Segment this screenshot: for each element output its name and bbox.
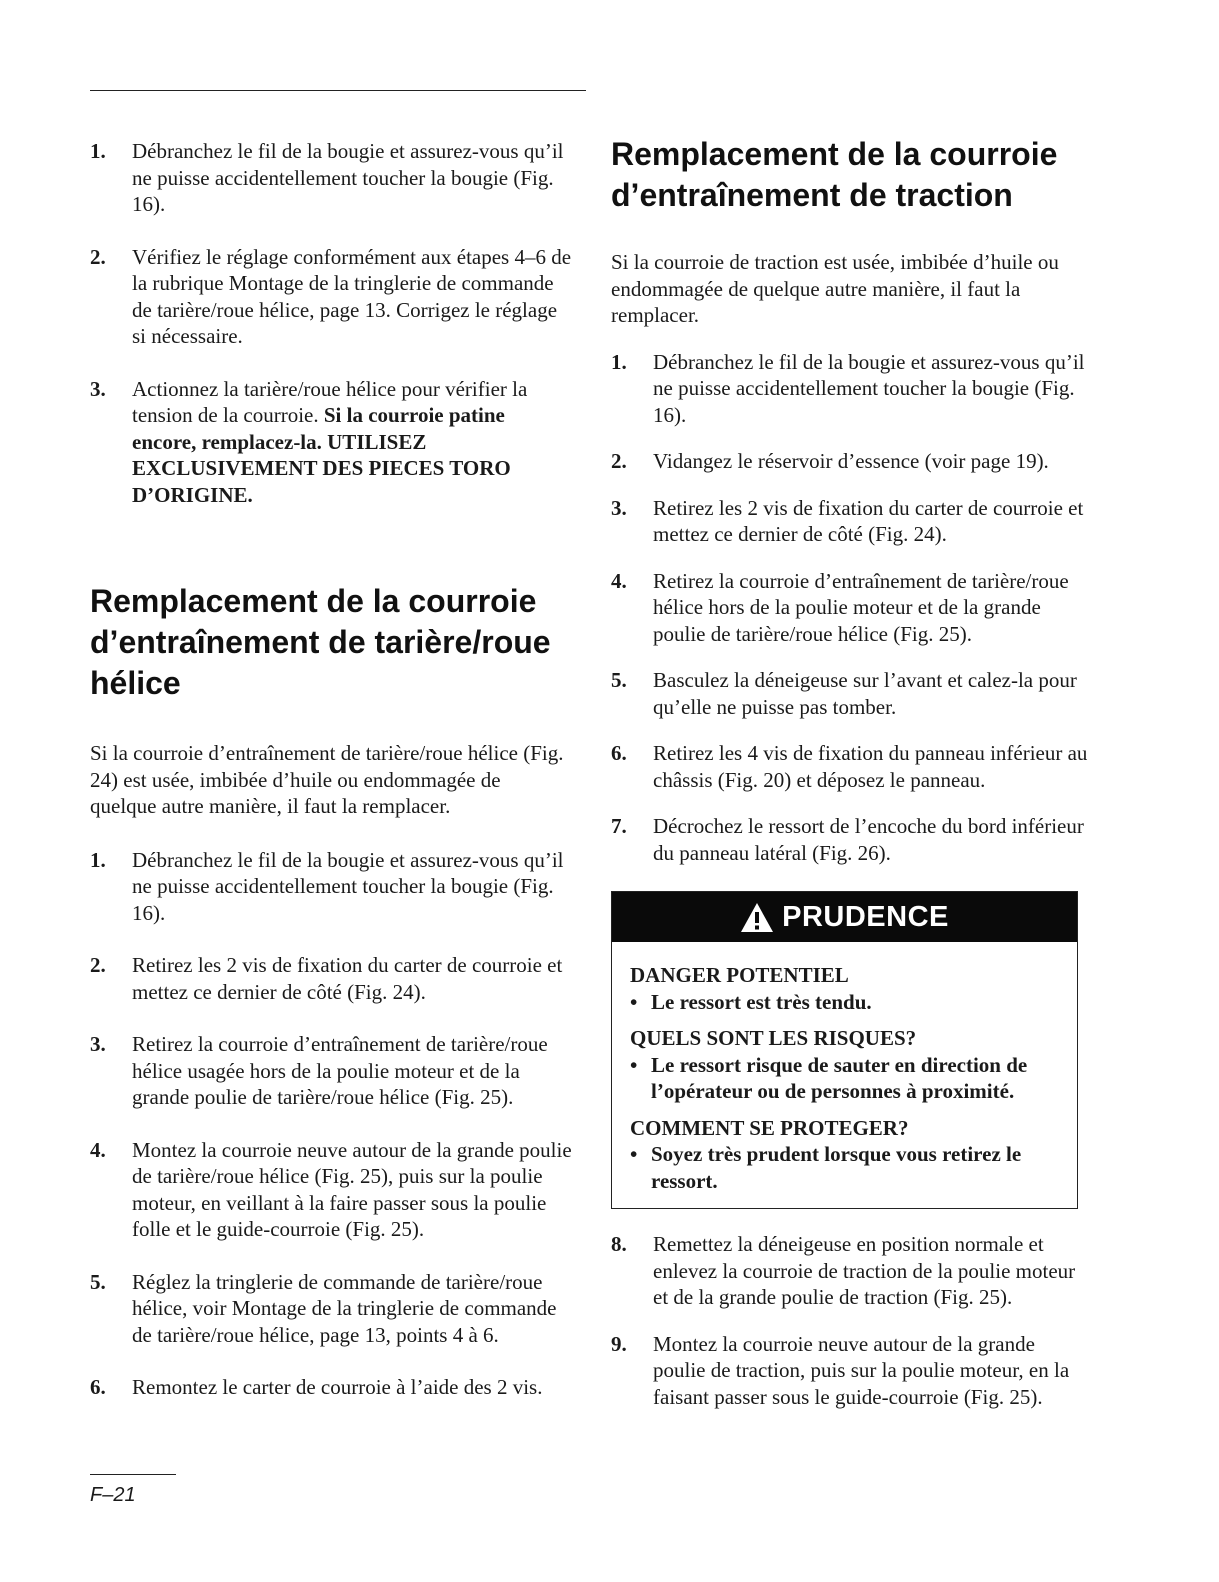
section-intro: Si la courroie de traction est usée, imbibée d’huile ou endommagée de quelque autre manière, il faut la remplacer. xyxy=(611,250,1059,327)
step-number: 3. xyxy=(90,1032,106,1056)
caution-bullet-text: Le ressort risque de sauter en direction de l’opérateur ou de personnes à proximité. xyxy=(651,1052,1028,1103)
step-number: 6. xyxy=(90,1375,106,1399)
caution-bullet-text: Le ressort est très tendu. xyxy=(651,989,872,1014)
step-number: 9. xyxy=(611,1331,627,1356)
step-text: Retirez les 2 vis de fixation du carter de courroie et mettez ce dernier de côté (Fig. 24). xyxy=(132,953,563,1004)
list-item xyxy=(611,568,1089,648)
step-text: Vidangez le réservoir d’essence (voir page 19). xyxy=(653,449,1049,473)
step-number: 2. xyxy=(90,953,106,977)
steps-list xyxy=(90,847,572,1401)
step-text xyxy=(132,376,572,509)
step-text-bold: Si la courroie patine encore, remplacez-la. UTILISEZ EXCLUSIVEMENT DES PIECES TORO D’ORIGINE. xyxy=(132,403,511,507)
step-text: Basculez la déneigeuse sur l’avant et calez-la pour qu’elle ne puisse pas tomber. xyxy=(653,668,1077,719)
list-item xyxy=(611,813,1089,866)
section-title: Remplacement de la courroie d’entraînement de traction xyxy=(611,136,1058,213)
caution-title: PRUDENCE xyxy=(782,900,949,933)
step-text: Retirez les 4 vis de fixation du panneau inférieur au châssis (Fig. 20) et déposez le panneau. xyxy=(653,741,1088,792)
step-text: Débranchez le fil de la bougie et assurez-vous qu’il ne puisse accidentellement toucher la bougie (Fig. 16). xyxy=(132,139,564,216)
intro-steps-list xyxy=(90,138,572,508)
step-number: 1. xyxy=(90,847,106,872)
caution-bullet xyxy=(630,1052,1059,1105)
step-number: 2. xyxy=(90,244,106,269)
steps-list-continued xyxy=(611,1231,1089,1410)
step-text: Réglez la tringlerie de commande de tarière/roue hélice, voir Montage de la tringlerie de commande de tarière/roue hélice, page 13, points 4 à 6. xyxy=(132,1269,557,1347)
step-text: Débranchez le fil de la bougie et assurez-vous qu’il ne puisse accidentellement toucher la bougie (Fig. 16). xyxy=(132,847,564,925)
caution-body xyxy=(612,942,1077,1208)
caution-heading: QUELS SONT LES RISQUES? xyxy=(630,1026,917,1050)
list-item xyxy=(611,1331,1089,1411)
caution-bullet xyxy=(630,1141,1059,1194)
step-text: Décrochez le ressort de l’encoche du bord inférieur du panneau latéral (Fig. 26). xyxy=(653,814,1084,865)
right-column xyxy=(611,138,1089,1410)
step-text: Retirez la courroie d’entraînement de tarière/roue hélice usagée hors de la poulie moteur et de la grande poulie de tarière/roue hélice (Fig. 25). xyxy=(132,1032,548,1109)
step-text-regular: Actionnez la tarière/roue hélice pour vérifier la tension de la courroie. xyxy=(132,376,528,427)
list-item xyxy=(90,847,572,927)
step-number: 1. xyxy=(611,349,627,374)
step-text: Remettez la déneigeuse en position normale et enlevez la courroie de traction de la poulie moteur et de la grande poulie de traction (Fig. 25). xyxy=(653,1232,1076,1309)
step-number: 5. xyxy=(90,1269,106,1294)
step-number: 1. xyxy=(90,139,106,163)
step-text: Vérifiez le réglage conformément aux étapes 4–6 de la rubrique Montage de la tringlerie de commande de tarière/roue hélice, page 13. Corrigez le réglage si nécessaire. xyxy=(132,244,572,348)
caution-bullet-text: Soyez très prudent lorsque vous retirez le ressort. xyxy=(651,1142,1022,1193)
list-item xyxy=(611,740,1089,793)
list-item xyxy=(611,448,1089,475)
page-number: F–21 xyxy=(90,1484,136,1506)
step-number: 4. xyxy=(611,568,627,593)
bullet-icon: • xyxy=(630,1142,638,1166)
list-item xyxy=(90,138,572,218)
list-item xyxy=(90,376,572,509)
step-text: Montez la courroie neuve autour de la grande poulie de traction, puis sur la poulie moteur, en la faisant passer sous le guide-courroie (Fig. 25). xyxy=(653,1331,1070,1409)
caution-heading: DANGER POTENTIEL xyxy=(630,963,849,987)
step-text: Montez la courroie neuve autour de la grande poulie de tarière/roue hélice (Fig. 25), puis sur la poulie moteur, en veillant à la faire passer sous la poulie folle et le guide-courroie (Fig. 25). xyxy=(132,1137,572,1241)
section-title: Remplacement de la courroie d’entraînement de tarière/roue hélice xyxy=(90,583,551,701)
list-item xyxy=(90,1137,572,1243)
list-item xyxy=(611,667,1089,720)
list-item xyxy=(90,244,572,350)
caution-header xyxy=(612,892,1077,942)
caution-bullet xyxy=(630,989,1059,1016)
list-item xyxy=(90,1374,572,1401)
list-item xyxy=(611,495,1089,548)
list-item xyxy=(611,349,1089,429)
list-item xyxy=(90,952,572,1005)
step-number: 3. xyxy=(611,495,627,520)
step-number: 8. xyxy=(611,1232,627,1256)
bullet-icon: • xyxy=(630,989,638,1014)
list-item xyxy=(90,1031,572,1111)
caution-heading: COMMENT SE PROTEGER? xyxy=(630,1115,909,1140)
step-text: Retirez la courroie d’entraînement de tarière/roue hélice hors de la poulie moteur et de la grande poulie de tarière/roue hélice (Fig. 25). xyxy=(653,568,1069,646)
step-text: Retirez les 2 vis de fixation du carter de courroie et mettez ce dernier de côté (Fig. 24). xyxy=(653,495,1084,546)
step-number: 4. xyxy=(90,1137,106,1162)
warning-triangle-icon xyxy=(740,902,774,933)
step-number: 6. xyxy=(611,741,627,765)
steps-list xyxy=(611,349,1089,867)
left-column xyxy=(90,138,572,1401)
step-number: 5. xyxy=(611,668,627,692)
step-number: 3. xyxy=(90,376,106,401)
section-intro: Si la courroie d’entraînement de tarière/roue hélice (Fig. 24) est usée, imbibée d’huile ou endommagée de quelque autre manière, il faut la remplacer. xyxy=(90,741,564,818)
list-item xyxy=(611,1231,1089,1311)
step-number: 7. xyxy=(611,814,627,838)
list-item xyxy=(90,1269,572,1349)
footer-rule xyxy=(90,1474,176,1475)
bullet-icon: • xyxy=(630,1052,638,1077)
top-rule xyxy=(90,90,586,91)
step-text: Débranchez le fil de la bougie et assurez-vous qu’il ne puisse accidentellement toucher la bougie (Fig. 16). xyxy=(653,349,1085,427)
step-number: 2. xyxy=(611,449,627,473)
caution-box xyxy=(611,891,1078,1209)
step-text: Remontez le carter de courroie à l’aide des 2 vis. xyxy=(132,1375,543,1399)
